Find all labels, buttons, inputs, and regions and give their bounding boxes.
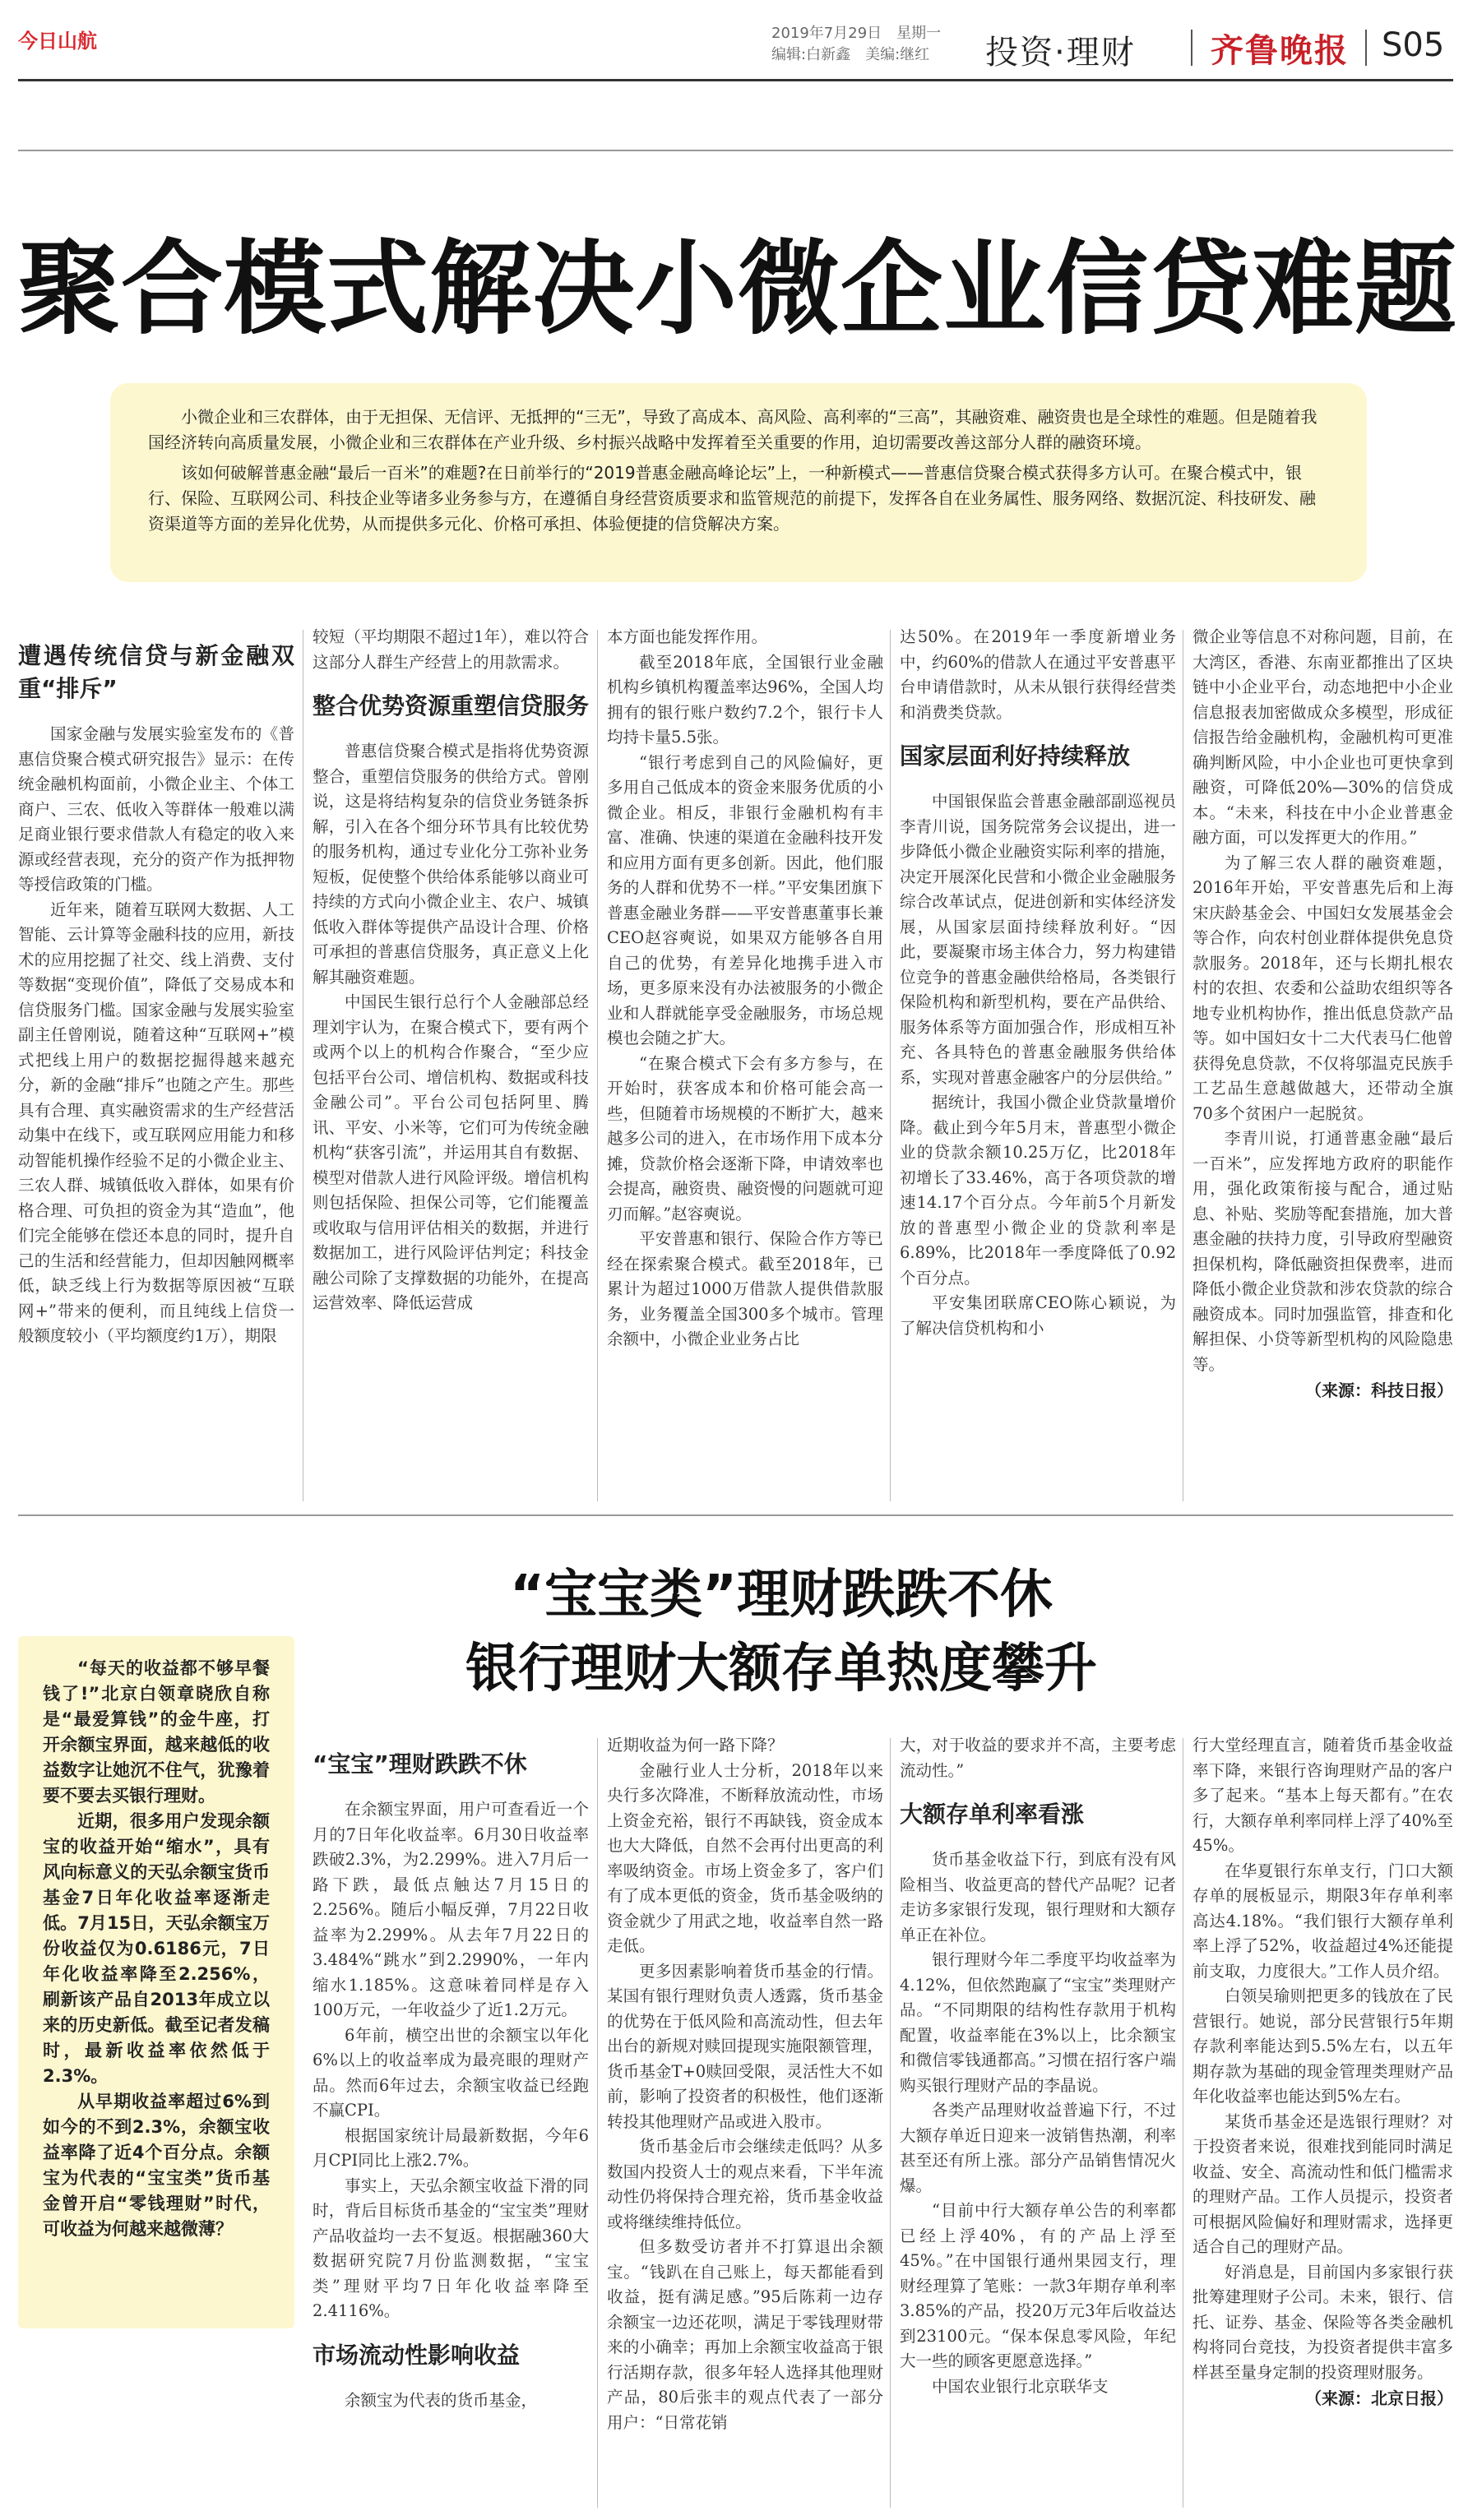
section-name: 今日山航 (18, 30, 97, 53)
paragraph: 据统计，我国小微企业贷款量增价降。截止到今年5月末，普惠型小微企业的贷款余额10.25万亿，比2018年初增长了33.46%，高于各项贷款的增速14.17个百分点。今年前5个月新发放的普惠型小微企业的贷款利率是6.89%，比2018年一季度降低了0.92个百分点。 (900, 1093, 1176, 1288)
paragraph: 中国民生银行总行个人金融部总经理刘宇认为，在聚合模式下，要有两个或两个以上的机构合作聚合，“至少应包括平台公司、增信机构、数据或科技金融公司”。平台公司包括阿里、腾讯、平安、小米等，它们可为传统金融机构“获客引流”，并运用其自有数据、模型对借款人进行风险评级。增信机构则包括保险、担保公司等，它们能覆盖或收取与信用评估相关的数据，并进行数据加工，进行风险评估判定；科技金融公司除了支撑数据的功能外，在提高运营效率、降低运营成 (313, 992, 589, 1312)
paragraph: “目前中行大额存单公告的利率都已经上浮40%，有的产品上浮至45%。”在中国银行通州果园支行，理财经理算了笔账：一款3年期存单利率3.85%的产品，投20万元3年后收益达到23100元。“保本保息零风险，年纪大一些的顾客更愿意选择。” (900, 2201, 1176, 2370)
paragraph: “银行考虑到自己的风险偏好，更多用自己低成本的资金来服务优质的小微企业。相反，非银行金融机构有丰富、准确、快速的渠道在金融科技开发和应用方面有更多创新。因此，他们服务的人群和优势不一样。”平安集团旗下普惠金融业务群——平安普惠董事长兼CEO赵容奭说，如果双方能够各自用自己的优势，有差异化地携手进入市场，更多原来没有办法被服务的小微企业和人群就能享受金融服务，市场总规模也会随之扩大。 (607, 752, 883, 1047)
paragraph: 事实上，天弘余额宝收益下滑的同时，背后目标货币基金的“宝宝类”理财产品收益均一去不复返。根据融360大数据研究院7月份监测数据，“宝宝类”理财平均7日年化收益率降至2.4116%。 (313, 2176, 589, 2320)
paragraph: 金融行业人士分析，2018年以来央行多次降准，不断释放流动性，市场上资金充裕，银行不再缺钱，资金成本也大大降低，自然不会再付出更高的利率吸纳资金。市场上资金多了，客户们有了成本更低的资金，货币基金吸纳的资金就少了用武之地，收益率自然一路走低。 (607, 1760, 883, 1955)
header-divider (1191, 30, 1192, 66)
article1-headline: 聚合模式解决小微企业信贷难题 (18, 230, 1458, 349)
newspaper-logo: 齐鲁晚报 (1211, 31, 1349, 70)
paragraph-continued: 本方面也能发挥作用。 (607, 627, 768, 646)
sidebar-paragraph: “每天的收益都不够早餐钱了!”北京白领章晓欣自称是“最爱算钱”的金牛座，打开余额宝界面，越来越低的收益数字让她沉不住气，犹豫着要不要去买银行理财。 (43, 1658, 270, 1806)
paragraph-continued: 大，对于收益的要求并不高，主要考虑流动性。” (900, 1736, 1176, 1780)
channel-name: 投资·理财 (985, 34, 1136, 72)
subheading: 遭遇传统信贷与新金融双重“排斥” (18, 642, 294, 702)
text-column (607, 625, 883, 1506)
column-rule (597, 1738, 598, 2508)
article2-headline-line1: “宝宝类”理财跌跌不休 (509, 1565, 1054, 1625)
sidebar-paragraph: 近期，很多用户发现余额宝的收益开始“缩水”，具有风向标意义的天弘余额宝货币基金7日年化收益率逐渐走低。7月15日，天弘余额宝万份收益仅为0.6186元，7日年化收益率降至2.256%，刷新该产品自2013年成立以来的历史新低。截至记者发稿时，最新收益率依然低于2.3%。 (43, 1811, 270, 2086)
paragraph: 在华夏银行东单支行，门口大额存单的展板显示，期限3年存单利率高达4.18%。“我们银行大额存单利率上浮了52%，收益超过4%还能提前支取，力度很大。”工作人员介绍。 (1192, 1861, 1453, 1981)
text-column (313, 625, 589, 1506)
article1-lead-box (110, 383, 1367, 582)
subheading: 市场流动性影响收益 (313, 2341, 521, 2369)
paragraph: 国家金融与发展实验室发布的《普惠信贷聚合模式研究报告》显示：在传统金融机构面前，小微企业主、个体工商户、三农、低收入等群体一般难以满足商业银行要求借款人有稳定的收入来源或经营表现，充分的资产作为抵押物等授信政策的门槛。 (18, 724, 294, 894)
paragraph: 6年前，横空出世的余额宝以年化6%以上的收益率成为最亮眼的理财产品。然而6年过去，余额宝收益已经跑不赢CPI。 (313, 2025, 589, 2120)
page-number: S05 (1382, 26, 1445, 64)
issue-meta (771, 23, 941, 66)
top-rule (18, 150, 1453, 151)
paragraph-continued: 行大堂经理直言，随着货币基金收益率下降，来银行咨询理财产品的客户多了起来。“基本上每天都有。”在农行，大额存单利率同样上浮了40%至45%。 (1192, 1736, 1453, 1855)
text-column (313, 1733, 589, 2513)
paragraph: 某货币基金还是选银行理财？对于投资者来说，很难找到能同时满足收益、安全、高流动性和低门槛需求的理财产品。工作人员提示，投资者可根据风险偏好和理财需求，选择更适合自己的理财产品。 (1192, 2111, 1453, 2256)
paragraph-continued: 达50%。在2019年一季度新增业务中，约60%的借款人在通过平安普惠平台申请借款时，从未从银行获得经营类和消费类贷款。 (900, 627, 1176, 722)
article2-sidebar (18, 1636, 294, 2328)
sidebar-paragraph: 从早期收益率超过6%到如今的不到2.3%，余额宝收益率降了近4个百分点。余额宝为代表的“宝宝类”货币基金曾开启“零钱理财”时代，可收益为何越来越微薄？ (43, 2092, 270, 2239)
paragraph: 但多数受访者并不打算退出余额宝。“钱趴在自己账上，每天都能看到收益，挺有满足感。”95后陈莉一边存余额宝一边还花呗，满足于零钱理财带来的小确幸；再加上余额宝收益高于银行活期存款，很多年轻人选择其他理财产品，80后张丰的观点代表了一部分用户：“日常花销 (607, 2237, 883, 2432)
paragraph-continued: 近期收益为何一路下降？ (607, 1736, 784, 1755)
paragraph: 好消息是，目前国内多家银行获批筹建理财子公司。未来，银行、信托、证券、基金、保险等各类金融机构将同台竞技，为投资者提供丰富多样甚至量身定制的投资理财服务。 (1192, 2262, 1453, 2382)
text-column (900, 625, 1176, 1506)
column-rule (597, 630, 598, 1501)
paragraph: 截至2018年底，全国银行业金融机构乡镇机构覆盖率达96%，全国人均拥有的银行账户数约7.2个，银行卡人均持卡量5.5张。 (607, 652, 883, 747)
source-credit: （来源：科技日报） (1305, 1380, 1453, 1400)
paragraph: 银行理财今年二季度平均收益率为4.12%，但依然跑赢了“宝宝”类理财产品。“不同期限的结构性存款用于机构配置，收益率能在3%以上，比余额宝和微信零钱通都高。”习惯在招行客户端购买银行理财产品的李晶说。 (900, 1950, 1176, 2095)
paragraph: 为了解三农人群的融资难题，2016年开始，平安普惠先后和上海宋庆龄基金会、中国妇女发展基金会等合作，向农村创业群体提供免息贷款服务。2018年，还与长期扎根农村的农担、农委和公益助农组织等各地专业机构协作，推出低息贷款产品等。如中国妇女十二大代表马仁他曾获得免息贷款，不仅将邬温克民族手工艺品生意越做越大，还带动全旗70多个贫困户一起脱贫。 (1192, 853, 1453, 1123)
paragraph: 更多因素影响着货币基金的行情。某国有银行理财负责人透露，货币基金的优势在于低风险和高流动性，但去年出台的新规对赎回提现实施限额管理，货币基金T+0赎回受限，灵活性大不如前，影响了投资者的积极性，他们逐渐转投其他理财产品或进入股市。 (607, 1961, 883, 2131)
subheading: “宝宝”理财跌跌不休 (313, 1750, 527, 1778)
issue-date: 2019年7月29日 星期一 (771, 25, 942, 42)
editors-line: 编辑:白新鑫 美编:继红 (771, 46, 930, 63)
subheading: 整合优势资源重塑信贷服务 (313, 692, 589, 719)
subheading: 国家层面利好持续释放 (900, 742, 1131, 770)
paragraph: 普惠信贷聚合模式是指将优势资源整合，重塑信贷服务的供给方式。曾刚说，这是将结构复杂的信贷业务链条拆解，引入在各个细分环节具有比较优势的服务机构，通过专业化分工弥补业务短板，促使整个供给体系能够以商业可持续的方式向小微企业主、农户、城镇低收入群体等提供产品设计合理、价格可承担的普惠信贷服务，真正意义上化解其融资难题。 (313, 742, 589, 987)
paragraph: 根据国家统计局最新数据，今年6月CPI同比上涨2.7%。 (313, 2125, 589, 2170)
paragraph: 白领吴瑜则把更多的钱放在了民营银行。她说，部分民营银行5年期存款利率能达到5.5%左右，以五年期存款为基础的现金管理类理财产品年化收益率也能达到5%左右。 (1192, 1986, 1453, 2106)
text-column (18, 625, 294, 1506)
paragraph: “在聚合模式下会有多方参与，在开始时，获客成本和价格可能会高一些，但随着市场规模的不断扩大，越来越多公司的进入，在市场作用下成本分摊，贷款价格会逐渐下降，申请效率也会提高，融资贵、融资慢的问题就可迎刃而解。”赵容奭说。 (607, 1053, 883, 1223)
text-column (900, 1733, 1176, 2513)
text-column (1192, 625, 1453, 1506)
paragraph: 平安集团联席CEO陈心颖说，为了解决信贷机构和小 (900, 1293, 1176, 1338)
paragraph: 李青川说，打通普惠金融“最后一百米”，应发挥地方政府的职能作用，强化政策衔接与配合，通过贴息、补贴、奖励等配套措施，加大普惠金融的扶持力度，引导政府型融资担保机构，降低融资担保费率，进而降低小微企业贷款和涉农贷款的综合融资成本。同时加强监管，排查和化解担保、小贷等新型机构的风险隐患等。 (1192, 1129, 1453, 1374)
article2-headline-line2: 银行理财大额存单热度攀升 (465, 1639, 1097, 1699)
paragraph: 货币基金后市会继续走低吗？从多数国内投资人士的观点来看，下半年流动性仍将保持合理充裕，货币基金收益或将继续维持低位。 (607, 2137, 883, 2231)
section-divider (18, 1514, 1453, 1516)
paragraph: 中国农业银行北京联华支 (932, 2376, 1109, 2396)
header-rule (18, 79, 1453, 81)
paragraph: 余额宝为代表的货币基金， (345, 2390, 538, 2410)
column-rule (890, 630, 891, 1501)
column-rule (890, 1738, 891, 2508)
paragraph-continued: 微企业等信息不对称问题，目前，在大湾区，香港、东南亚都推出了区块链中小企业平台，动态地把中小企业信息报表加密做成众多模型，形成征信报告给金融机构，金融机构可更准确判断风险，中小企业也可更快拿到融资，可降低20%—30%的信贷成本。“未来，科技在中小企业普惠金融方面，可以发挥更大的作用。” (1192, 627, 1453, 847)
text-column (1192, 1733, 1453, 2513)
source-credit: （来源：北京日报） (1305, 2388, 1453, 2408)
paragraph: 各类产品理财收益普遍下行，不过大额存单近日迎来一波销售热潮，利率甚至还有所上涨。部分产品销售情况火爆。 (900, 2101, 1176, 2195)
header-divider (1365, 30, 1367, 66)
page-header (0, 0, 1468, 90)
text-column (607, 1733, 883, 2513)
subheading: 大额存单利率看涨 (900, 1801, 1085, 1828)
paragraph: 近年来，随着互联网大数据、人工智能、云计算等金融科技的应用，新技术的应用挖掘了社交、线上消费、支付等数据“变现价值”，降低了交易成本和信贷服务门槛。国家金融与发展实验室副主任曾刚说，随着这种“互联网+”模式把线上用户的数据挖掘得越来越充分，新的金融“排斥”也随之产生。那些具有合理、真实融资需求的生产经营活动集中在线下，或互联网应用能力和移动智能机操作经验不足的小微企业主、三农人群、城镇低收入群体，如果有价格合理、可负担的资金为其“造血”，他们完全能够在偿还本息的同时，提升自己的生活和经营能力，但却因触网概率低，缺乏线上行为数据等原因被“互联网+”带来的便利，而且纯线上信贷一般额度较小（平均额度约1万），期限 (18, 899, 294, 1345)
paragraph: 平安普惠和银行、保险合作方等已经在探索聚合模式。截至2018年，已累计为超过1000万借款人提供借款服务，业务覆盖全国300多个城市。管理余额中，小微企业业务占比 (607, 1229, 883, 1348)
paragraph-continued: 较短（平均期限不超过1年），难以符合这部分人群生产经营上的用款需求。 (313, 627, 589, 672)
paragraph: 货币基金收益下行，到底有没有风险相当、收益更高的替代产品呢？记者走访多家银行发现，银行理财和大额存单正在补位。 (900, 1850, 1176, 1944)
lead-paragraph: 小微企业和三农群体，由于无担保、无信评、无抵押的“三无”，导致了高成本、高风险、高利率的“三高”，其融资难、融资贵也是全球性的难题。但是随着我国经济转向高质量发展，小微企业和三农群体在产业升级、乡村振兴战略中发挥着至关重要的作用，迫切需要改善这部分人群的融资环境。 (148, 407, 1317, 452)
paragraph: 在余额宝界面，用户可查看近一个月的7日年化收益率。6月30日收益率跌破2.3%，为2.299%。进入7月后一路下跌，最低点触达7月15日的2.256%。随后小幅反弹，7月22日收益率为2.299%。从去年7月22日的3.484%“跳水”到2.2990%，一年内缩水1.185%。这意味着同样是存入100万元，一年收益少了近1.2万元。 (313, 1800, 589, 2019)
lead-paragraph: 该如何破解普惠金融“最后一百米”的难题?在日前举行的“2019普惠金融高峰论坛”上，一种新模式——普惠信贷聚合模式获得多方认可。在聚合模式中，银行、保险、互联网公司、科技企业等诸多业务参与方，在遵循自身经营资质要求和监管规范的前提下，发挥各自在业务属性、服务网络、数据沉淀、科技研发、融资渠道等方面的差异化优势，从而提供多元化、价格可承担、体验便捷的信贷解决方案。 (148, 463, 1316, 534)
paragraph: 中国银保监会普惠金融部副巡视员李青川说，国务院常务会议提出，进一步降低小微企业融资实际利率的措施，决定开展深化民营和小微企业金融服务综合改革试点，促进创新和实体经济发展，从国家层面持续释放利好。“因此，要凝聚市场主体合力，努力构建错位竞争的普惠金融供给格局，各类银行保险机构和新型机构，要在产品供给、服务体系等方面加强合作，形成相互补充、各具特色的普惠金融服务供给体系，实现对普惠金融客户的分层供给。” (900, 792, 1176, 1087)
